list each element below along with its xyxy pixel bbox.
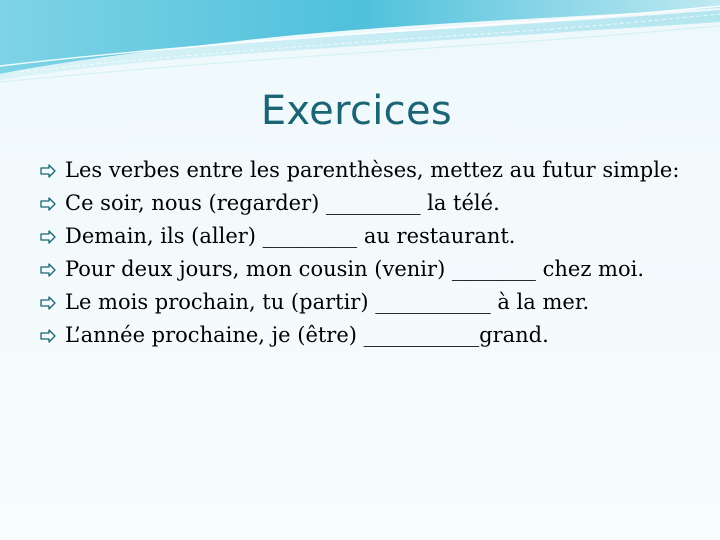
exercise-sentence: Le mois prochain, tu (partir) ___________ à la mer. [65, 290, 590, 314]
header-wave-decoration [0, 0, 720, 90]
exercise-sentence: L’année prochaine, je (être) ___________grand. [65, 323, 549, 347]
exercise-sentence: Demain, ils (aller) _________ au restaurant. [65, 224, 516, 248]
arrow-bullet-icon [40, 230, 56, 244]
slide-title [0, 88, 720, 134]
exercise-sentence: Ce soir, nous (regarder) _________ la télé. [65, 191, 500, 215]
slide-title-text: Exercices [260, 88, 452, 134]
list-item [40, 286, 680, 319]
arrow-bullet-icon [40, 164, 56, 178]
arrow-bullet-icon [40, 329, 56, 343]
exercise-sentence: Pour deux jours, mon cousin (venir) ________ chez moi. [65, 257, 645, 281]
list-item [40, 253, 680, 286]
arrow-bullet-icon [40, 197, 56, 211]
instruction-text: Les verbes entre les parenthèses, mettez au futur simple: [65, 158, 680, 182]
exercise-list [40, 154, 680, 352]
list-item [40, 319, 680, 352]
list-item [40, 154, 680, 187]
arrow-bullet-icon [40, 263, 56, 277]
list-item [40, 187, 680, 220]
arrow-bullet-icon [40, 296, 56, 310]
list-item [40, 220, 680, 253]
